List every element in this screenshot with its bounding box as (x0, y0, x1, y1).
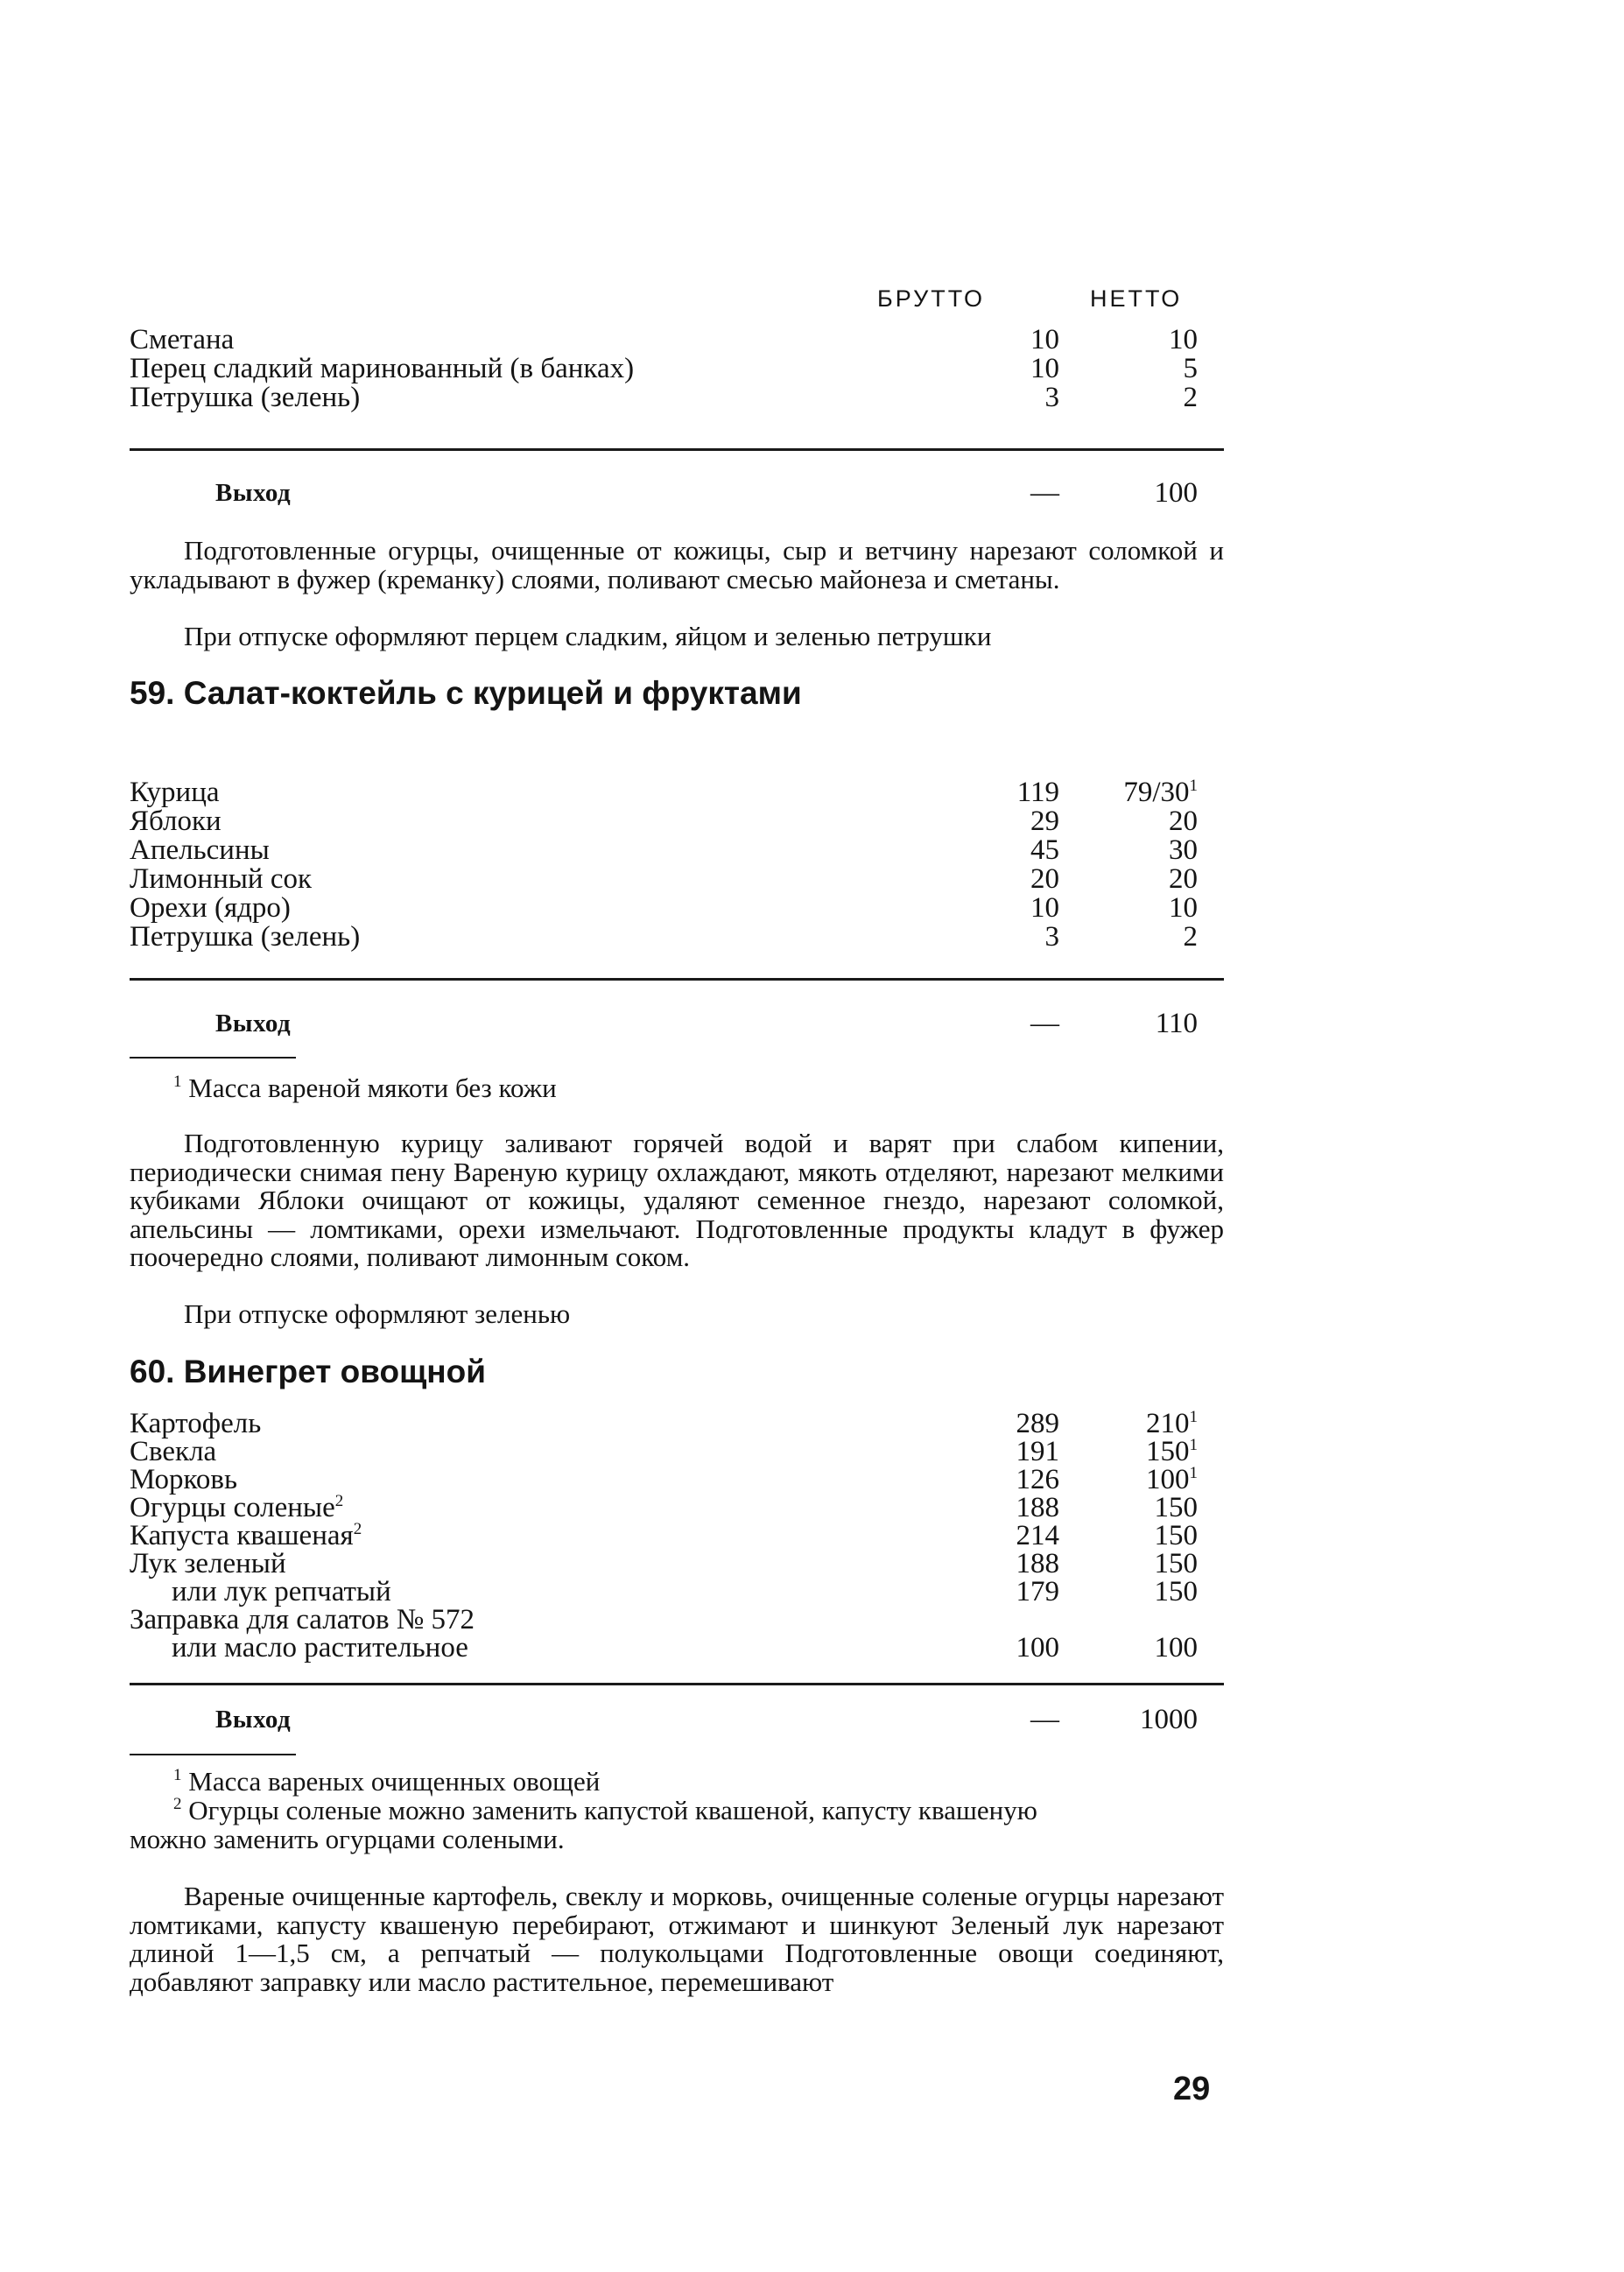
table-divider (130, 1683, 1224, 1685)
ingredient-row (130, 894, 1224, 923)
ingredient-row (130, 865, 1224, 894)
ingredient-row (130, 1606, 1224, 1635)
recipe-text: Подготовленную курицу заливают горячей водой и варят при слабом кипении, периодически снимая пену Вареную курицу охлаждают, мякоть отделяют, нарезают мелкими кубиками Яблоки очищают от кожицы, удаляют семенное гнездо, нарезают соломкой, апельсины — ломтиками, орехи измельчают. Подготовленные продукты кладут в фужер поочередно слоями, поливают лимонным соком. (130, 1128, 1224, 1272)
table-divider (130, 978, 1224, 981)
ingredient-row (130, 1634, 1224, 1663)
footnote-divider (130, 1057, 296, 1059)
ingredient-name (130, 1522, 362, 1551)
table-divider (130, 448, 1224, 451)
ingredient-netto: 150 (1154, 1548, 1198, 1579)
footnote-mark: 1 (173, 1766, 182, 1784)
ingredient-name: Лимонный сок (130, 863, 313, 895)
ingredient-netto: 150 (1154, 1492, 1198, 1523)
yield-brutto: — (1030, 1008, 1059, 1039)
footnote-mark: 1 (1189, 1436, 1198, 1454)
ingredient-name-text: Огурцы соленые (130, 1492, 335, 1523)
ingredient-netto: 150 (1154, 1520, 1198, 1551)
recipe-text: Вареные очищенные картофель, свеклу и морковь, очищенные соленые огурцы нарезают ломтиками, капусту квашеную перебирают, отжимают и шинкуют Зеленый лук нарезают длиной 1—1,5 см, а репчатый — полукольцами Подготовленные овощи соединяют, добавляют заправку или масло растительное, перемешивают (130, 1881, 1224, 1997)
footnote (173, 1767, 1224, 1796)
ingredient-name: Петрушка (зелень) (130, 921, 361, 953)
serving-text: При отпуске оформляют зеленью (184, 1298, 571, 1329)
footnote (173, 1073, 1224, 1102)
ingredient-netto (1058, 1410, 1198, 1438)
ingredient-name-text: Капуста квашеная (130, 1520, 354, 1551)
ingredient-name: Перец сладкий маринованный (в банках) (130, 353, 635, 384)
yield-brutto: — (1030, 1704, 1059, 1735)
ingredient-netto (1058, 1438, 1198, 1467)
ingredient-row (130, 923, 1224, 952)
ingredient-netto-value: 150 (1146, 1436, 1190, 1467)
ingredient-brutto: 10 (1030, 892, 1059, 924)
yield-netto: 100 (1154, 477, 1198, 509)
yield-label: Выход (215, 1706, 292, 1734)
yield-netto: 110 (1155, 1008, 1198, 1039)
footnote-text: Масса вареных очищенных овощей (188, 1766, 601, 1797)
footnote-mark: 2 (173, 1795, 182, 1813)
ingredient-netto-value: 79/30 (1123, 777, 1190, 808)
footnote-mark: 1 (1189, 1408, 1198, 1426)
ingredient-netto (1058, 778, 1198, 807)
ingredient-netto: 2 (1183, 382, 1198, 413)
ingredient-row (130, 383, 1224, 412)
ingredient-name: Петрушка (зелень) (130, 382, 361, 413)
footnote (173, 1796, 1224, 1825)
ingredient-brutto: 126 (1016, 1464, 1059, 1495)
ingredient-brutto: 20 (1030, 863, 1059, 895)
ingredient-row (130, 355, 1224, 383)
ingredient-netto-value: 100 (1146, 1464, 1190, 1495)
ingredient-brutto: 3 (1044, 382, 1059, 413)
ingredient-row (130, 326, 1224, 355)
ingredient-brutto: 289 (1016, 1408, 1059, 1439)
ingredient-brutto: 214 (1016, 1520, 1059, 1551)
ingredient-row (130, 1550, 1224, 1579)
column-header-brutto: БРУТТО (877, 285, 986, 312)
yield-netto: 1000 (1140, 1704, 1198, 1735)
ingredient-row (130, 1466, 1224, 1495)
ingredient-netto: 100 (1154, 1632, 1198, 1664)
yield-row (130, 1009, 1224, 1038)
yield-row (130, 1706, 1224, 1734)
ingredient-brutto: 10 (1030, 324, 1059, 355)
ingredient-brutto: 29 (1030, 805, 1059, 837)
ingredient-netto: 20 (1169, 863, 1198, 895)
ingredient-brutto: 188 (1016, 1492, 1059, 1523)
ingredient-netto: 10 (1169, 892, 1198, 924)
ingredient-row (130, 1578, 1224, 1607)
ingredient-brutto: 179 (1016, 1576, 1059, 1607)
footnote-divider (130, 1754, 296, 1755)
ingredient-netto: 20 (1169, 805, 1198, 837)
yield-row (130, 479, 1224, 508)
ingredient-brutto: 191 (1016, 1436, 1059, 1467)
ingredient-brutto: 100 (1016, 1632, 1059, 1664)
ingredient-row (130, 807, 1224, 836)
ingredient-name: или масло растительное (172, 1632, 468, 1664)
column-header-netto: НЕТТО (1090, 285, 1183, 312)
footnote-mark: 1 (1189, 1464, 1198, 1482)
ingredient-netto (1058, 1466, 1198, 1495)
footnote-text: Огурцы соленые можно заменить капустой квашеной, капусту квашеную (188, 1795, 1037, 1825)
ingredient-name: Морковь (130, 1464, 238, 1495)
ingredient-netto: 2 (1183, 921, 1198, 953)
page-number: 29 (1173, 2071, 1211, 2107)
ingredient-name: Свекла (130, 1436, 217, 1467)
ingredient-name: Апельсины (130, 834, 270, 866)
ingredient-name: Орехи (ядро) (130, 892, 291, 924)
ingredient-brutto: 45 (1030, 834, 1059, 866)
ingredient-brutto: 188 (1016, 1548, 1059, 1579)
footnote-mark: 2 (334, 1492, 344, 1510)
yield-brutto: — (1030, 477, 1059, 509)
recipe-title: 60. Винегрет овощной (130, 1354, 486, 1389)
footnote-text: Масса вареной мякоти без кожи (188, 1073, 557, 1103)
ingredient-netto-value: 210 (1146, 1408, 1190, 1439)
ingredient-name: или лук репчатый (172, 1576, 391, 1607)
ingredient-name: Лук зеленый (130, 1548, 286, 1579)
serving-text: При отпуске оформляют перцем сладким, яйцом и зеленью петрушки (184, 621, 992, 651)
ingredient-netto: 5 (1183, 353, 1198, 384)
footnote-mark: 2 (353, 1520, 362, 1538)
ingredient-row (130, 1410, 1224, 1438)
footnote-continuation: можно заменить огурцами солеными. (130, 1824, 565, 1854)
footnote-mark: 1 (1189, 777, 1198, 795)
ingredient-name: Сметана (130, 324, 235, 355)
ingredient-brutto: 10 (1030, 353, 1059, 384)
ingredient-netto: 30 (1169, 834, 1198, 866)
ingredient-brutto: 119 (1016, 777, 1059, 808)
footnote-mark: 1 (173, 1073, 182, 1091)
recipe-title: 59. Салат-коктейль с курицей и фруктами (130, 675, 802, 711)
ingredient-brutto: 3 (1044, 921, 1059, 953)
yield-label: Выход (215, 479, 292, 507)
yield-label: Выход (215, 1009, 292, 1038)
ingredient-name: Картофель (130, 1408, 262, 1439)
ingredient-netto: 150 (1154, 1576, 1198, 1607)
ingredient-name: Яблоки (130, 805, 221, 837)
recipe-text: Подготовленные огурцы, очищенные от кожицы, сыр и ветчину нарезают соломкой и укладывают в фужер (креманку) слоями, поливают смесью майонеза и сметаны. (130, 535, 1224, 594)
ingredient-row (130, 836, 1224, 865)
ingredient-row (130, 778, 1224, 807)
ingredient-row (130, 1438, 1224, 1467)
ingredient-name: Заправка для салатов № 572 (130, 1604, 475, 1635)
ingredient-row (130, 1522, 1224, 1551)
ingredient-name: Курица (130, 777, 220, 808)
ingredient-row (130, 1494, 1224, 1523)
ingredient-netto: 10 (1169, 324, 1198, 355)
ingredient-name (130, 1494, 343, 1523)
